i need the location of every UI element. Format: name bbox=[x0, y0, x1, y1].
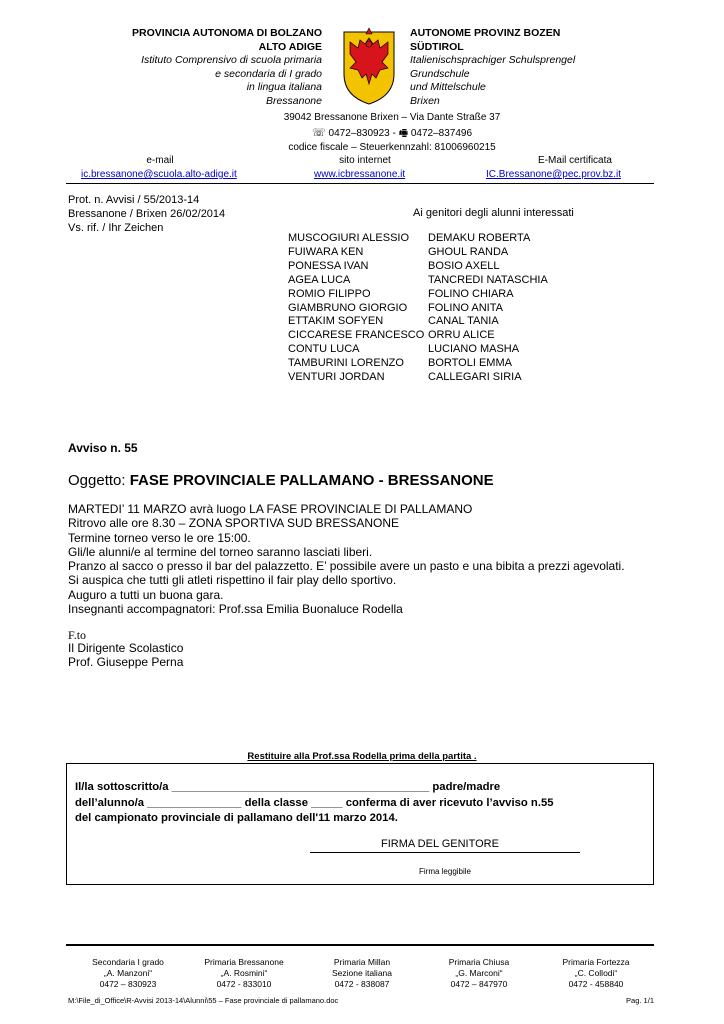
telephone-icon: ☏ bbox=[311, 126, 326, 139]
slip-instruction: Restituire alla Prof.ssa Rodella prima della partita . bbox=[247, 751, 477, 762]
school-phone: 0472 – 830923 bbox=[99, 979, 157, 989]
reference: Vs. rif. / Ihr Zeichen bbox=[68, 222, 164, 234]
contact-website-label: sito internet bbox=[339, 155, 391, 166]
school-type: Primaria Chiusa bbox=[448, 957, 510, 967]
student-list-col1 bbox=[288, 232, 424, 385]
phone-number: 0472–830923 bbox=[328, 127, 390, 139]
header-divider bbox=[66, 183, 654, 184]
body-line: Termine torneo verso le ore 15:00. bbox=[68, 530, 251, 545]
header-right-italic-1: Italienischsprachiger Schulsprengel bbox=[410, 54, 576, 66]
list-item: ROMIO FILIPPO bbox=[288, 287, 371, 300]
header-right-line2: SÜDTIROL bbox=[410, 40, 464, 53]
header-left-line2: ALTO ADIGE bbox=[258, 40, 322, 53]
school-type: Primaria Fortezza bbox=[562, 957, 630, 967]
slip-line3: del campionato provinciale di pallamano dell'11 marzo 2014. bbox=[75, 812, 398, 824]
coat-of-arms-logo bbox=[336, 24, 402, 106]
notice-number: Avviso n. 55 bbox=[68, 441, 138, 455]
footer-school-1 bbox=[68, 957, 188, 990]
list-item: CALLEGARI SIRIA bbox=[428, 371, 522, 384]
footer-divider bbox=[66, 944, 654, 946]
header-right bbox=[410, 27, 650, 108]
slip-line1: Il/la sottoscritto/a _________________________________________ padre/madre bbox=[75, 781, 501, 793]
list-item: TANCREDI NATASCHIA bbox=[428, 273, 548, 286]
school-type: Secondaria I grado bbox=[92, 957, 164, 967]
body-line: Ritrovo alle ore 8.30 – ZONA SPORTIVA SUD BRESSANONE bbox=[68, 516, 400, 531]
school-phone: 0472 - 458840 bbox=[568, 979, 624, 989]
header-left-line1: PROVINCIA AUTONOMA DI BOLZANO bbox=[132, 27, 322, 39]
school-name: „A. Manzoni“ bbox=[103, 968, 153, 978]
body-line: Gli/le alunni/e al termine del torneo saranno lasciati liberi. bbox=[68, 544, 373, 559]
list-item: MUSCOGIURI ALESSIO bbox=[288, 232, 410, 244]
list-item: BOSIO AXELL bbox=[428, 259, 500, 272]
header-left-italic-4: Bressanone bbox=[265, 94, 322, 107]
list-item: DEMAKU ROBERTA bbox=[428, 232, 531, 244]
signature-line[interactable] bbox=[310, 852, 580, 853]
footer-school-3 bbox=[302, 957, 422, 990]
address-line: 39042 Bressanone Brixen – Via Dante Straße 37 bbox=[283, 112, 501, 123]
subject-title: FASE PROVINCIALE PALLAMANO - BRESSANONE bbox=[129, 472, 494, 489]
return-slip bbox=[66, 763, 654, 885]
header-right-line1: AUTONOME PROVINZ BOZEN bbox=[410, 27, 561, 39]
signature-block bbox=[68, 641, 183, 670]
list-item: GHOUL RANDA bbox=[428, 245, 509, 258]
address-block bbox=[0, 111, 724, 156]
body-line: Si auspica che tutti gli atleti rispettino il fair play dello sportivo. bbox=[68, 573, 397, 588]
subject-prefix: Oggetto: bbox=[68, 472, 130, 489]
list-item: AGEA LUCA bbox=[288, 273, 351, 286]
recipients: Ai genitori degli alunni interessati bbox=[413, 207, 574, 219]
contact-pec-label: E-Mail certificata bbox=[538, 155, 612, 166]
list-item: GIAMBRUNO GIORGIO bbox=[288, 301, 408, 314]
list-item: FUIWARA KEN bbox=[288, 245, 364, 258]
signer-name: Prof. Giuseppe Perna bbox=[68, 655, 184, 670]
school-phone: 0472 – 847970 bbox=[450, 979, 508, 989]
list-item: CANAL TANIA bbox=[428, 315, 499, 328]
school-type: Primaria Bressanone bbox=[204, 957, 284, 967]
fax-icon: 🖷 bbox=[398, 127, 409, 139]
header-left-italic-1: Istituto Comprensivo di scuola primaria bbox=[141, 54, 322, 66]
list-item: ETTAKIM SOFYEN bbox=[288, 315, 384, 328]
signature-label: FIRMA DEL GENITORE bbox=[381, 838, 499, 850]
fax-number: 0472–837496 bbox=[410, 127, 473, 139]
page-number: Pag. 1/1 bbox=[626, 996, 654, 1005]
notice-body bbox=[68, 502, 668, 616]
file-path: M:\File_di_Office\R-Avvisi 2013-14\Alunni\55 – Fase provinciale di pallamano.doc bbox=[68, 996, 339, 1005]
footer-school-2 bbox=[184, 957, 304, 990]
school-phone: 0472 - 838087 bbox=[334, 979, 390, 989]
list-item: FOLINO ANITA bbox=[428, 301, 503, 314]
list-item: VENTURI JORDAN bbox=[288, 371, 385, 384]
contact-email-label: e-mail bbox=[146, 155, 174, 166]
footer-school-5 bbox=[536, 957, 656, 990]
list-item: PONESSA IVAN bbox=[288, 259, 369, 272]
school-name: „A. Rosmini“ bbox=[220, 968, 268, 978]
footer-school-4 bbox=[419, 957, 539, 990]
website-link[interactable]: www.icbressanone.it bbox=[314, 169, 406, 180]
header-right-italic-3: und Mittelschule bbox=[410, 81, 486, 93]
list-item: BORTOLI EMMA bbox=[428, 357, 512, 370]
list-item: CICCARESE FRANCESCO bbox=[288, 329, 425, 342]
school-type: Primaria Millan bbox=[333, 957, 391, 967]
subject-line bbox=[68, 472, 494, 489]
email-link[interactable]: ic.bressanone@scuola.alto-adige.it bbox=[81, 169, 237, 180]
slip-line2: dell’alunno/a _______________ della classe _____ conferma di aver ricevuto l’avviso n.55 bbox=[75, 796, 554, 809]
school-name: „G. Marconi“ bbox=[455, 968, 503, 978]
phone-fax-line: ☏ 0472–830923 - 🖷 0472–837496 bbox=[311, 126, 473, 139]
list-item: CONTU LUCA bbox=[288, 343, 360, 356]
school-name: „C. Collodi“ bbox=[574, 968, 618, 978]
body-line: Auguro a tutti un buona gara. bbox=[68, 587, 224, 602]
list-item: TAMBURINI LORENZO bbox=[288, 357, 404, 370]
body-line: Insegnanti accompagnatori: Prof.ssa Emilia Buonaluce Rodella bbox=[68, 602, 403, 617]
list-item: ORRU ALICE bbox=[428, 329, 495, 342]
protocol-number: Prot. n. Avvisi / 55/2013-14 bbox=[68, 194, 200, 206]
list-item: FOLINO CHIARA bbox=[428, 287, 514, 300]
slip-statement bbox=[75, 780, 554, 827]
body-line: Pranzo al sacco o presso il bar del palazzetto. E’ possibile avere un pasto e una bibita a prezzi agevolati. bbox=[68, 559, 625, 574]
student-list-col2 bbox=[428, 232, 548, 385]
school-name: Sezione italiana bbox=[331, 968, 392, 978]
school-phone: 0472 - 833010 bbox=[216, 979, 272, 989]
signer-role: Il Dirigente Scolastico bbox=[68, 641, 184, 655]
signature-legible-label: Firma leggibile bbox=[418, 867, 472, 876]
place-date: Bressanone / Brixen 26/02/2014 bbox=[68, 208, 226, 220]
header-left-italic-3: in lingua italiana bbox=[246, 81, 322, 93]
header-right-italic-2: Grundschule bbox=[410, 67, 470, 80]
pec-email-link[interactable]: IC.Bressanone@pec.prov.bz.it bbox=[486, 169, 622, 180]
header-right-italic-4: Brixen bbox=[410, 94, 440, 107]
body-line: MARTEDI’ 11 MARZO avrà luogo LA FASE PROVINCIALE DI PALLAMANO bbox=[68, 502, 473, 516]
header-left bbox=[60, 27, 322, 108]
header-left-italic-2: e secondaria di I grado bbox=[215, 67, 322, 80]
protocol-block bbox=[68, 193, 225, 235]
list-item: LUCIANO MASHA bbox=[428, 343, 520, 356]
fiscal-code: codice fiscale – Steuerkennzahl: 81006960215 bbox=[288, 142, 496, 153]
fto-label: F.to bbox=[68, 628, 87, 642]
